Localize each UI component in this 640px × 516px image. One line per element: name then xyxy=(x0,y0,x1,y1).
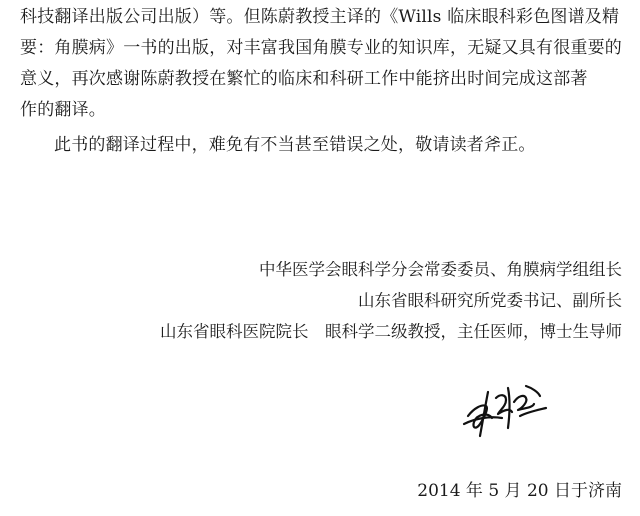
date-location: 2014 年 5 月 20 日于济南 xyxy=(417,481,622,501)
signature-stroke-7 xyxy=(526,386,540,396)
paragraph-1-line-2: 要：角膜病》一书的出版，对丰富我国角膜专业的知识库，无疑又具有很重要的 xyxy=(20,38,622,58)
paragraph-1 xyxy=(20,2,626,126)
paragraph-1-line-1: 科技翻译出版公司出版）等。但陈蔚教授主译的《Wills 临床眼科彩色图谱及精 xyxy=(20,7,620,27)
signature-stroke-6 xyxy=(514,396,534,410)
paragraph-1-line-4: 作的翻译。 xyxy=(20,100,106,120)
paragraph-2: 此书的翻译过程中，难免有不当甚至错误之处，敬请读者斧正。 xyxy=(54,135,536,155)
handwritten-signature xyxy=(462,378,548,440)
author-title-line-1: 中华医学会眼科学分会常委委员、角膜病学组组长 xyxy=(259,260,622,279)
author-titles xyxy=(102,254,622,347)
preface-body xyxy=(20,2,626,161)
author-title-line-2: 山东省眼科研究所党委书记、副所长 xyxy=(358,291,622,310)
paragraph-1-line-3: 意义，再次感谢陈蔚教授在繁忙的临床和科研工作中能挤出时间完成这部著 xyxy=(20,69,588,89)
author-title-line-3: 山东省眼科医院院长 眼科学二级教授，主任医师，博士生导师 xyxy=(160,322,622,341)
signature-stroke-5 xyxy=(508,388,510,428)
